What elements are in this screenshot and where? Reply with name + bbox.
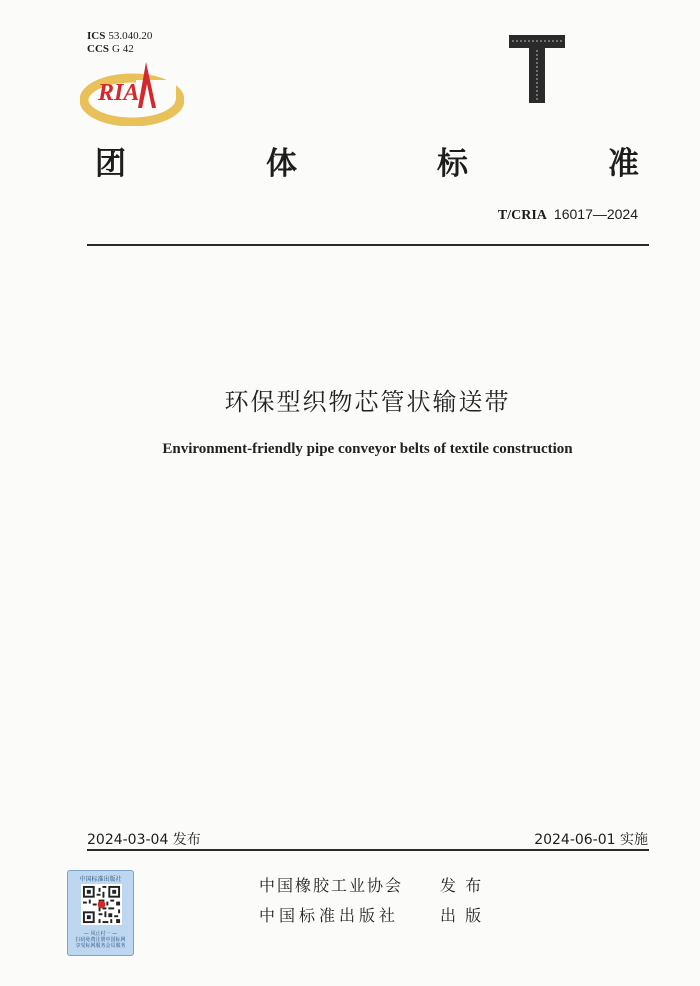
top-divider <box>87 244 649 246</box>
ccs-line: CCS G 42 <box>87 43 134 55</box>
qr-header: 中国标准出版社 <box>79 876 122 883</box>
printer-org: 中国标准出版社 <box>259 906 400 925</box>
title-english: Environment-friendly pipe conveyor belts of textile construction <box>162 441 573 457</box>
heading-char: 团 <box>95 146 127 182</box>
document-type-letter <box>508 34 566 104</box>
logo-text: RIA <box>98 80 140 106</box>
document-heading <box>95 138 640 183</box>
heading-char: 准 <box>608 146 640 182</box>
classification-codes <box>87 30 152 56</box>
heading-char: 标 <box>437 146 469 182</box>
heading-char: 体 <box>266 146 298 182</box>
implementation-date: 2024-06-01 实施 <box>534 832 648 848</box>
bottom-divider <box>87 849 649 851</box>
title-chinese: 环保型织物芯管状输送带 <box>224 388 511 416</box>
issue-date: 2024-03-04 发布 <box>87 832 201 848</box>
ics-line: ICS 53.040.20 <box>87 30 153 42</box>
doc-type-letter-text: T <box>537 74 538 75</box>
cria-logo <box>80 60 184 126</box>
qr-footer: — 风止村一 — 扫码免费注册中国标网 享受标网服务会员服务 <box>75 931 126 949</box>
publisher-action: 发 布 <box>440 876 484 895</box>
qr-code-icon[interactable] <box>81 884 122 925</box>
standard-number: T/CRIA 16017—2024 <box>497 206 638 223</box>
publisher-org: 中国橡胶工业协会 <box>259 876 404 895</box>
qr-sticker[interactable] <box>67 870 134 956</box>
printer-action: 出 版 <box>440 906 484 925</box>
